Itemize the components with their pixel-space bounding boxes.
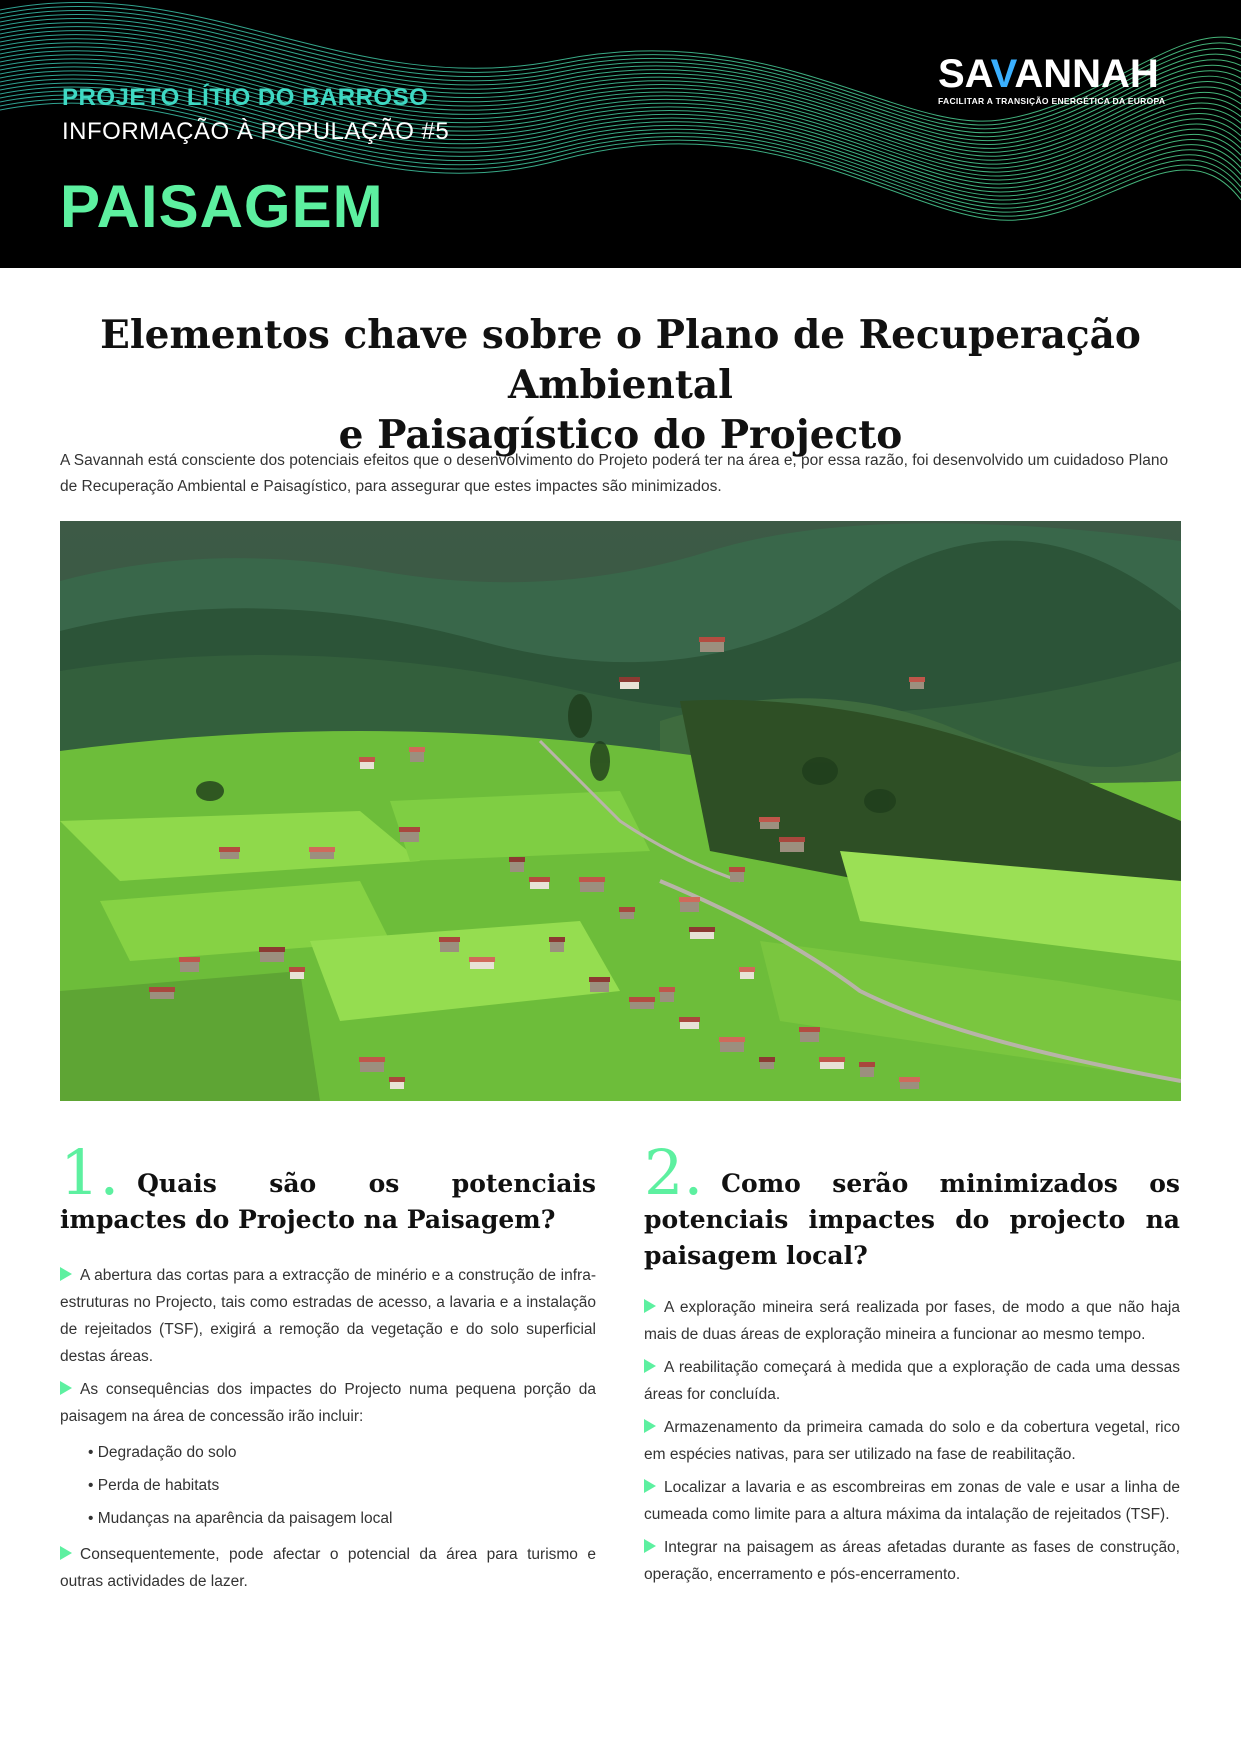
project-title: PROJETO LÍTIO DO BARROSO xyxy=(62,84,429,111)
house-roof xyxy=(259,947,285,952)
house-roof xyxy=(549,937,565,942)
section-2-heading xyxy=(644,1136,1180,1274)
bullet-item: Consequentemente, pode afectar o potencial da área para turismo e outras actividades de lazer. xyxy=(60,1546,596,1590)
house-wall xyxy=(720,1041,744,1052)
section-1-bullets xyxy=(60,1262,596,1595)
house-roof xyxy=(899,1077,920,1082)
section-1-heading xyxy=(60,1136,596,1238)
section-2-bullets xyxy=(644,1294,1180,1588)
main-heading-line2: e Paisagístico do Projecto xyxy=(338,412,903,458)
house-wall xyxy=(360,1061,384,1072)
bullet-item: Armazenamento da primeira camada do solo e da cobertura vegetal, rico em espécies nativas, para ser utilizado na fase de reabilitação. xyxy=(644,1419,1180,1463)
house-wall xyxy=(860,1066,874,1077)
house-wall xyxy=(680,901,699,912)
house-wall xyxy=(580,881,604,892)
sub-list-item: • Degradação do solo xyxy=(88,1444,237,1461)
house-wall xyxy=(680,1021,699,1029)
landscape-village-illustration xyxy=(60,521,1181,1101)
arrow-bullet-icon xyxy=(644,1359,656,1373)
house-roof xyxy=(469,957,495,962)
house-roof xyxy=(719,1037,745,1042)
arrow-bullet-icon xyxy=(644,1479,656,1493)
house-roof xyxy=(909,677,925,682)
house-roof xyxy=(729,867,745,872)
house-roof xyxy=(619,677,640,682)
house-wall xyxy=(620,911,634,919)
arrow-bullet-icon xyxy=(644,1299,656,1313)
house-wall xyxy=(310,851,334,859)
section-1 xyxy=(60,1136,596,1601)
house-wall xyxy=(760,821,779,829)
house-wall xyxy=(780,841,804,852)
house-wall xyxy=(410,751,424,762)
house-wall xyxy=(630,1001,654,1009)
house-wall xyxy=(910,681,924,689)
bullet-item: As consequências dos impactes do Projecto numa pequena porção da paisagem na área de concessão irão incluir: xyxy=(60,1381,596,1425)
house-roof xyxy=(309,847,335,852)
house-wall xyxy=(220,851,239,859)
section-2-number: 2. xyxy=(644,1136,704,1209)
section-1-number: 1. xyxy=(60,1136,120,1209)
house-wall xyxy=(290,971,304,979)
house-roof xyxy=(679,897,700,902)
arrow-bullet-icon xyxy=(60,1381,72,1395)
house-roof xyxy=(509,857,525,862)
house-wall xyxy=(440,941,459,952)
house-roof xyxy=(819,1057,845,1062)
house-wall xyxy=(360,761,374,769)
house-roof xyxy=(179,957,200,962)
intro-paragraph: A Savannah está consciente dos potenciais efeitos que o desenvolvimento do Projeto poderá ter na área e, por essa razão, foi desenvolvido um cuidadoso Plano de Recuperação Ambiental e Paisagístico, para assegurar que estes impactes são minimizados. xyxy=(60,452,1169,495)
house-roof xyxy=(219,847,240,852)
main-heading xyxy=(60,310,1181,460)
bullet-item: Integrar na paisagem as áreas afetadas durante as fases de construção, operação, encerramento e pós-encerramento. xyxy=(644,1539,1180,1583)
house-wall xyxy=(530,881,549,889)
impact-sub-list xyxy=(88,1436,596,1535)
sub-list-item: • Mudanças na aparência da paisagem local xyxy=(88,1510,393,1527)
house-roof xyxy=(359,1057,385,1062)
house-wall xyxy=(400,831,419,842)
house-roof xyxy=(759,1057,775,1062)
house-roof xyxy=(799,1027,820,1032)
house-wall xyxy=(150,991,174,999)
house-roof xyxy=(529,877,550,882)
arrow-bullet-icon xyxy=(60,1267,72,1281)
house-roof xyxy=(699,637,725,642)
bullet-item: Localizar a lavaria e as escombreiras em zonas de vale e usar a linha de cumeada como limite para a altura máxima da intalação de rejeitados (TSF). xyxy=(644,1479,1180,1523)
house-wall xyxy=(730,871,744,882)
bullet-item: A exploração mineira será realizada por fases, de modo a que não haja mais de duas áreas de exploração mineira a funcionar ao mesmo tempo. xyxy=(644,1299,1180,1343)
landscape-photo xyxy=(60,521,1181,1101)
house-roof xyxy=(779,837,805,842)
house-wall xyxy=(390,1081,404,1089)
house-wall xyxy=(800,1031,819,1042)
house-roof xyxy=(859,1062,875,1067)
house-roof xyxy=(589,977,610,982)
bullet-item: A reabilitação começará à medida que a exploração de cada uma dessas áreas for concluída. xyxy=(644,1359,1180,1403)
house-roof xyxy=(629,997,655,1002)
house-roof xyxy=(679,1017,700,1022)
section-2-question: Como serão minimizados os potenciais impactes do projecto na paisagem local? xyxy=(644,1169,1180,1270)
header-banner xyxy=(0,0,1241,268)
house-roof xyxy=(759,817,780,822)
house-roof xyxy=(619,907,635,912)
house-wall xyxy=(260,951,284,962)
sub-list-item: • Perda de habitats xyxy=(88,1477,220,1494)
house-roof xyxy=(739,967,755,972)
logo-wordmark: SAVANNAH xyxy=(938,52,1159,96)
arrow-bullet-icon xyxy=(644,1539,656,1553)
arrow-bullet-icon xyxy=(644,1419,656,1433)
house-roof xyxy=(359,757,375,762)
logo-v-accent: V xyxy=(990,52,1015,96)
house-roof xyxy=(409,747,425,752)
house-roof xyxy=(659,987,675,992)
house-roof xyxy=(399,827,420,832)
logo-tagline: FACILITAR A TRANSIÇÃO ENERGÉTICA DA EUROPA xyxy=(938,96,1166,106)
house-wall xyxy=(590,981,609,992)
house-wall xyxy=(550,941,564,952)
house-wall xyxy=(620,681,639,689)
house-wall xyxy=(760,1061,774,1069)
section-2 xyxy=(644,1136,1180,1594)
house-wall xyxy=(470,961,494,969)
arrow-bullet-icon xyxy=(60,1546,72,1560)
bullet-item: A abertura das cortas para a extracção de minério e a construção de infra-estruturas no Projecto, tais como estradas de acesso, a lavaria e a instalação de rejeitados (TSF), exigirá a remoção da vegetação e do solo superficial destas áreas. xyxy=(60,1267,596,1365)
house-roof xyxy=(439,937,460,942)
house-roof xyxy=(689,927,715,932)
house-roof xyxy=(579,877,605,882)
house-wall xyxy=(510,861,524,872)
house-roof xyxy=(149,987,175,992)
house-wall xyxy=(660,991,674,1002)
house-wall xyxy=(690,931,714,939)
house-wall xyxy=(900,1081,919,1089)
section-title: PAISAGEM xyxy=(60,173,384,240)
project-subtitle: INFORMAÇÃO À POPULAÇÃO #5 xyxy=(62,118,450,145)
house-roof xyxy=(289,967,305,972)
savannah-logo xyxy=(938,52,1183,106)
section-1-question: Quais são os potenciais impactes do Projecto na Paisagem? xyxy=(60,1169,596,1234)
house-wall xyxy=(820,1061,844,1069)
house-wall xyxy=(740,971,754,979)
house-wall xyxy=(700,641,724,652)
house-wall xyxy=(180,961,199,972)
house-roof xyxy=(389,1077,405,1082)
main-heading-line1: Elementos chave sobre o Plano de Recuperação Ambiental xyxy=(100,312,1141,408)
